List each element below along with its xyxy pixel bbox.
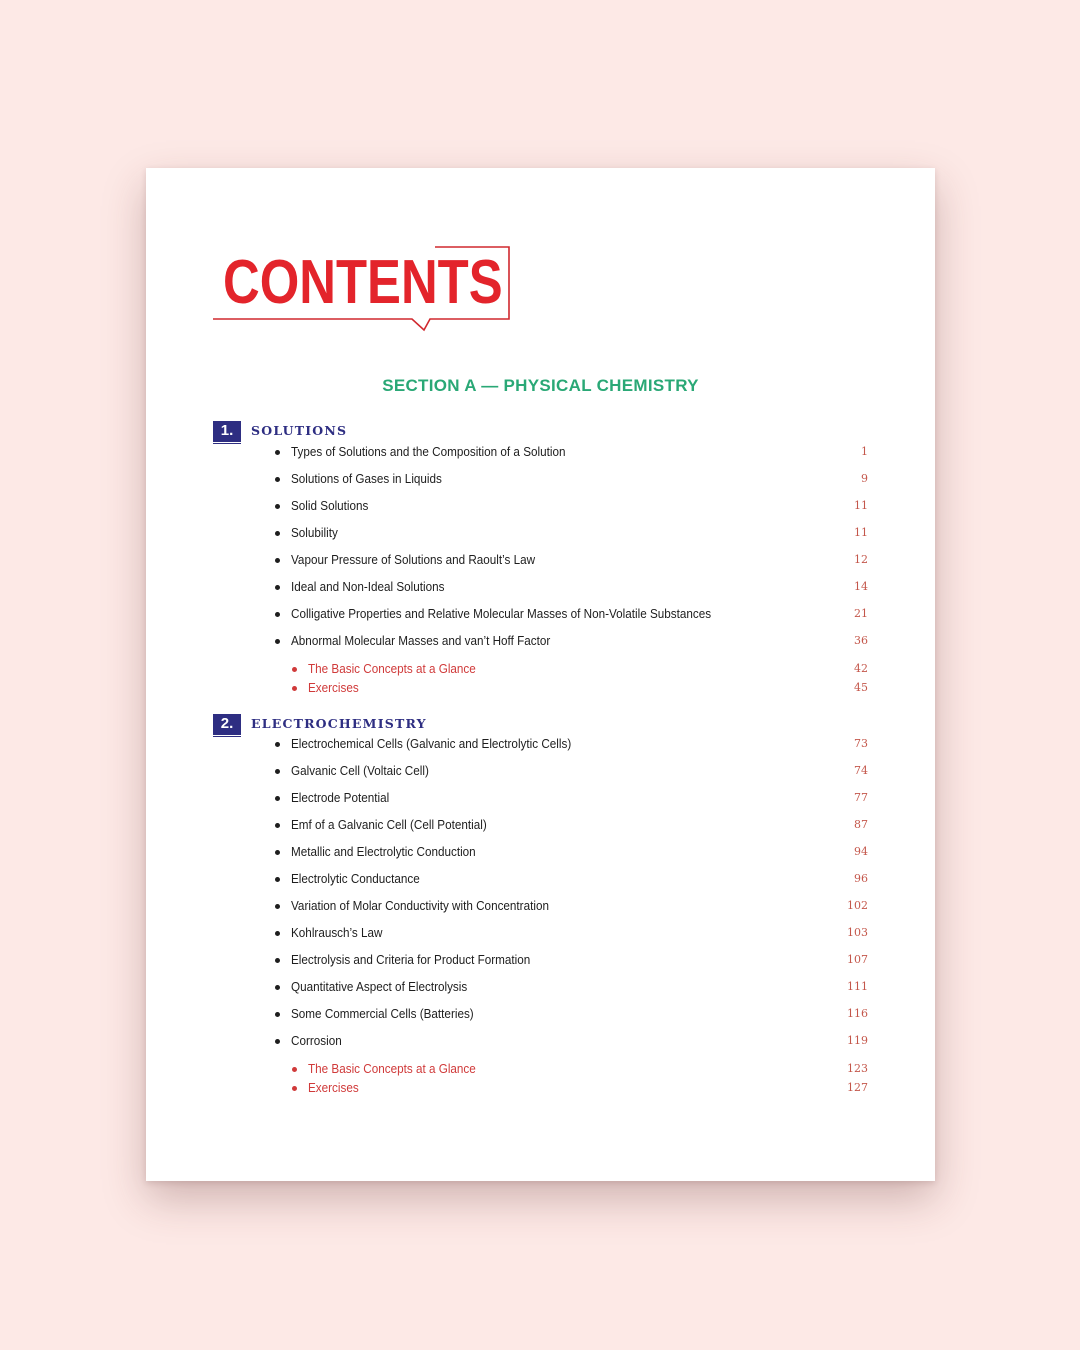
contents-title: CONTENTS xyxy=(223,248,503,317)
toc-entry-page: 127 xyxy=(847,1081,868,1094)
toc-entry-page: 94 xyxy=(854,845,868,858)
toc-entry-label: Exercises xyxy=(308,1080,359,1095)
toc-entry-label: Solid Solutions xyxy=(291,498,369,513)
chapter-title: ELECTROCHEMISTRY xyxy=(251,716,427,731)
toc-entry-label: Some Commercial Cells (Batteries) xyxy=(291,1006,474,1021)
bullet-icon xyxy=(275,612,280,617)
bullet-icon xyxy=(275,1039,280,1044)
toc-entry-page: 45 xyxy=(854,681,868,694)
toc-entry-label: Electrolysis and Criteria for Product Formation xyxy=(291,952,531,967)
toc-entry-label: The Basic Concepts at a Glance xyxy=(308,661,476,676)
toc-entry-page: 119 xyxy=(847,1034,868,1047)
toc-entry-page: 11 xyxy=(854,526,868,539)
toc-entry[interactable] xyxy=(275,552,868,570)
toc-entry[interactable] xyxy=(275,444,868,462)
toc-entry-label: Electrochemical Cells (Galvanic and Electrolytic Cells) xyxy=(291,736,572,751)
bullet-icon xyxy=(292,667,297,672)
toc-entry-label: Solubility xyxy=(291,525,338,540)
bullet-icon xyxy=(292,1067,297,1072)
bullet-icon xyxy=(275,769,280,774)
bullet-icon xyxy=(275,450,280,455)
toc-entry-label: Abnormal Molecular Masses and van’t Hoff Factor xyxy=(291,633,551,648)
toc-entry-label: Vapour Pressure of Solutions and Raoult’s Law xyxy=(291,552,536,567)
toc-entry-page: 14 xyxy=(854,580,868,593)
bullet-icon xyxy=(275,985,280,990)
toc-entry[interactable] xyxy=(275,871,868,889)
bullet-icon xyxy=(275,531,280,536)
toc-entry[interactable] xyxy=(275,817,868,835)
toc-entry[interactable] xyxy=(275,633,868,651)
toc-entry-page: 87 xyxy=(854,818,868,831)
toc-entry-page: 9 xyxy=(861,472,868,485)
toc-entry-label: Corrosion xyxy=(291,1033,342,1048)
toc-entry-label: The Basic Concepts at a Glance xyxy=(308,1061,476,1076)
chapter-number: 1. xyxy=(213,421,241,442)
toc-entry-label: Kohlrausch’s Law xyxy=(291,925,383,940)
toc-entry-page: 102 xyxy=(847,899,868,912)
toc-entry-page: 116 xyxy=(847,1007,868,1020)
toc-entry[interactable] xyxy=(275,1033,868,1051)
toc-extra-entry[interactable] xyxy=(275,1061,868,1079)
document-page xyxy=(146,168,935,1181)
toc-entry[interactable] xyxy=(275,1006,868,1024)
bullet-icon xyxy=(292,1086,297,1091)
bullet-icon xyxy=(275,639,280,644)
bullet-icon xyxy=(275,558,280,563)
toc-entry-label: Metallic and Electrolytic Conduction xyxy=(291,844,476,859)
bullet-icon xyxy=(275,585,280,590)
bullet-icon xyxy=(275,904,280,909)
toc-extra-entry[interactable] xyxy=(275,1080,868,1098)
bullet-icon xyxy=(275,504,280,509)
bullet-icon xyxy=(275,796,280,801)
bullet-icon xyxy=(275,958,280,963)
toc-entry-page: 107 xyxy=(847,953,868,966)
bullet-icon xyxy=(275,477,280,482)
toc-entry-label: Quantitative Aspect of Electrolysis xyxy=(291,979,468,994)
toc-entry-label: Emf of a Galvanic Cell (Cell Potential) xyxy=(291,817,487,832)
toc-entry-page: 12 xyxy=(854,553,868,566)
toc-extra-entry[interactable] xyxy=(275,661,868,679)
toc-entry-page: 36 xyxy=(854,634,868,647)
bullet-icon xyxy=(275,877,280,882)
toc-entry-label: Ideal and Non-Ideal Solutions xyxy=(291,579,445,594)
chapter-title: SOLUTIONS xyxy=(251,423,348,438)
toc-entry[interactable] xyxy=(275,952,868,970)
toc-entry[interactable] xyxy=(275,525,868,543)
toc-entry-page: 42 xyxy=(854,662,868,675)
toc-entry[interactable] xyxy=(275,606,868,624)
toc-entry[interactable] xyxy=(275,979,868,997)
toc-entry-page: 96 xyxy=(854,872,868,885)
toc-entry-label: Types of Solutions and the Composition of a Solution xyxy=(291,444,566,459)
toc-extra-entry[interactable] xyxy=(275,680,868,698)
toc-entry[interactable] xyxy=(275,790,868,808)
toc-entry-page: 11 xyxy=(854,499,868,512)
toc-entry[interactable] xyxy=(275,898,868,916)
toc-entry[interactable] xyxy=(275,763,868,781)
contents-logo xyxy=(213,246,513,332)
toc-entry-page: 77 xyxy=(854,791,868,804)
toc-entry-page: 73 xyxy=(854,737,868,750)
toc-entry-label: Galvanic Cell (Voltaic Cell) xyxy=(291,763,429,778)
toc-entry-page: 74 xyxy=(854,764,868,777)
chapter-number: 2. xyxy=(213,714,241,735)
bullet-icon xyxy=(275,742,280,747)
toc-entry-page: 21 xyxy=(854,607,868,620)
bullet-icon xyxy=(275,850,280,855)
toc-entry-label: Variation of Molar Conductivity with Concentration xyxy=(291,898,549,913)
bullet-icon xyxy=(275,1012,280,1017)
toc-entry[interactable] xyxy=(275,844,868,862)
toc-entry[interactable] xyxy=(275,925,868,943)
toc-entry-label: Exercises xyxy=(308,680,359,695)
toc-entry[interactable] xyxy=(275,579,868,597)
bullet-icon xyxy=(275,823,280,828)
bullet-icon xyxy=(275,931,280,936)
toc-entry-label: Colligative Properties and Relative Molecular Masses of Non-Volatile Substances xyxy=(291,606,712,621)
bullet-icon xyxy=(292,686,297,691)
toc-entry-label: Electrolytic Conductance xyxy=(291,871,420,886)
section-title: SECTION A — PHYSICAL CHEMISTRY xyxy=(382,376,699,395)
toc-entry[interactable] xyxy=(275,471,868,489)
toc-entry-page: 111 xyxy=(847,980,868,993)
toc-entry-page: 103 xyxy=(847,926,868,939)
toc-entry-page: 1 xyxy=(861,445,868,458)
toc-entry-label: Solutions of Gases in Liquids xyxy=(291,471,442,486)
toc-entry[interactable] xyxy=(275,498,868,516)
toc-entry-label: Electrode Potential xyxy=(291,790,390,805)
toc-entry-page: 123 xyxy=(847,1062,868,1075)
toc-entry[interactable] xyxy=(275,736,868,754)
